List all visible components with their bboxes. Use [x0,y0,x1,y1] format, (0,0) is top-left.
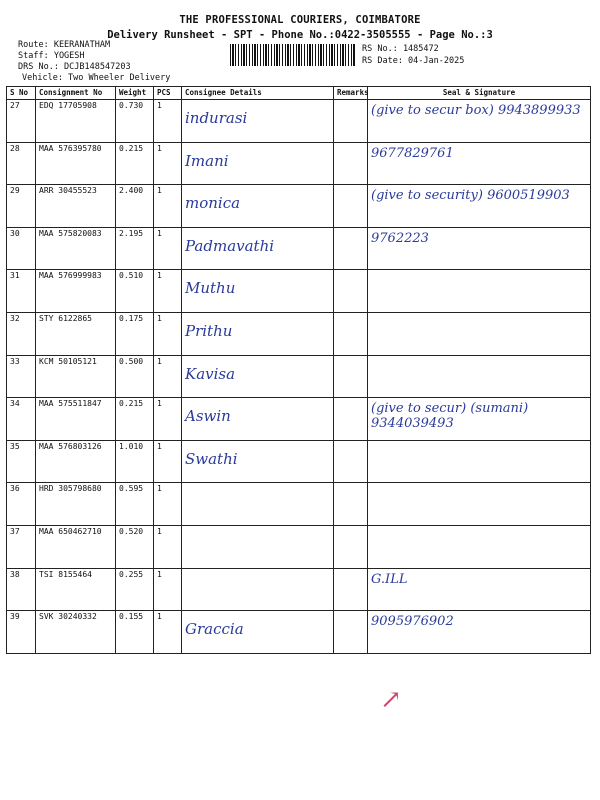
cell-consignment: STY 6122865 [36,312,116,355]
cell-weight: 0.255 [116,568,154,611]
cell-signature [368,611,591,654]
cell-signature-handwriting: (give to secur box) 9943899933 [371,103,581,118]
cell-signature-handwriting: 9095976902 [371,614,454,630]
table-row [7,483,591,526]
cell-signature-handwriting: 9677829761 [371,145,454,161]
cell-consignment: MAA 576999983 [36,270,116,313]
table-row [7,142,591,185]
cell-consignee-handwriting: Prithu [185,321,233,340]
cell-weight: 0.520 [116,525,154,568]
cell-signature-handwriting: G.ILL [371,571,408,587]
cell-consignment: MAA 575511847 [36,398,116,441]
table-row [7,312,591,355]
cell-consignee [182,142,334,185]
cell-consignee [182,611,334,654]
vehicle-label: Vehicle: Two Wheeler Delivery [22,73,171,83]
cell-signature [368,100,591,143]
table-row [7,440,591,483]
cell-sno: 39 [7,611,36,654]
cell-consignee [182,185,334,228]
cell-weight: 2.195 [116,227,154,270]
cell-signature [368,440,591,483]
cell-consignee-handwriting: Padmavathi [185,236,275,255]
cell-weight: 0.595 [116,483,154,526]
cell-sno: 32 [7,312,36,355]
cell-consignee-handwriting: monica [185,194,241,213]
cell-consignment: MAA 576803126 [36,440,116,483]
cell-sno: 38 [7,568,36,611]
cell-weight: 0.215 [116,142,154,185]
table-row [7,611,591,654]
cell-pcs: 1 [154,611,182,654]
cell-consignment: HRD 305798680 [36,483,116,526]
col-weight: Weight [116,87,154,100]
cell-sno: 29 [7,185,36,228]
cell-consignee-handwriting: Muthu [185,279,236,298]
cell-remarks [334,270,368,313]
cell-signature [368,227,591,270]
cell-sno: 30 [7,227,36,270]
cell-signature [368,142,591,185]
cell-consignee [182,100,334,143]
cell-sno: 31 [7,270,36,313]
cell-consignee [182,483,334,526]
cell-weight: 0.155 [116,611,154,654]
cell-remarks [334,355,368,398]
cell-consignee [182,440,334,483]
runsheet-table [6,86,591,654]
table-row [7,185,591,228]
handwritten-mark: ↗ [380,685,402,715]
cell-weight: 0.500 [116,355,154,398]
cell-pcs: 1 [154,142,182,185]
cell-consignment: MAA 575820083 [36,227,116,270]
cell-consignment: SVK 30240332 [36,611,116,654]
cell-remarks [334,185,368,228]
cell-weight: 2.400 [116,185,154,228]
cell-consignee [182,568,334,611]
cell-pcs: 1 [154,100,182,143]
cell-weight: 1.010 [116,440,154,483]
cell-consignee [182,355,334,398]
cell-weight: 0.730 [116,100,154,143]
cell-weight: 0.215 [116,398,154,441]
cell-consignee-handwriting: Graccia [185,620,244,639]
route-label: Route: KEERANATHAM [18,40,111,50]
cell-signature [368,568,591,611]
cell-pcs: 1 [154,185,182,228]
cell-consignee [182,525,334,568]
cell-signature [368,483,591,526]
runsheet-title: Delivery Runsheet - SPT - Phone No.:0422-3505555 - Page No.:3 [107,29,493,41]
cell-remarks [334,142,368,185]
cell-sno: 28 [7,142,36,185]
cell-consignee-handwriting: Swathi [185,449,238,468]
cell-consignee-handwriting: Kavisa [185,364,236,383]
cell-remarks [334,525,368,568]
col-pcs: PCS [154,87,182,100]
cell-pcs: 1 [154,227,182,270]
cell-consignee [182,270,334,313]
cell-consignee [182,227,334,270]
col-signature: Seal & Signature [368,87,591,100]
cell-pcs: 1 [154,398,182,441]
cell-consignment: MAA 576395780 [36,142,116,185]
cell-sno: 35 [7,440,36,483]
cell-signature-handwriting: (give to secur) (sumani) 9344039493 [371,401,529,432]
col-consignment: Consignment No [36,87,116,100]
cell-weight: 0.510 [116,270,154,313]
col-consignee: Consignee Details [182,87,334,100]
cell-remarks [334,611,368,654]
rs-number: RS No.: 1485472 [362,44,439,54]
cell-remarks [334,100,368,143]
cell-signature [368,312,591,355]
table-row [7,355,591,398]
cell-sno: 27 [7,100,36,143]
cell-pcs: 1 [154,312,182,355]
cell-consignment: KCM 50105121 [36,355,116,398]
cell-pcs: 1 [154,483,182,526]
cell-consignee [182,398,334,441]
rs-date: RS Date: 04-Jan-2025 [362,56,465,66]
table-row [7,568,591,611]
cell-signature [368,525,591,568]
cell-consignment: ARR 30455523 [36,185,116,228]
cell-remarks [334,483,368,526]
cell-signature [368,270,591,313]
cell-pcs: 1 [154,440,182,483]
table-row [7,398,591,441]
cell-pcs: 1 [154,270,182,313]
cell-signature [368,355,591,398]
table-row [7,270,591,313]
cell-sno: 37 [7,525,36,568]
cell-consignee [182,312,334,355]
cell-signature [368,185,591,228]
cell-consignment: EDQ 17705908 [36,100,116,143]
col-sno: S No [7,87,36,100]
cell-signature-handwriting: (give to security) 9600519903 [371,188,570,204]
cell-sno: 33 [7,355,36,398]
barcode [230,44,356,66]
table-row [7,227,591,270]
cell-remarks [334,440,368,483]
cell-signature [368,398,591,441]
table-row [7,100,591,143]
cell-consignee-handwriting: indurasi [185,109,248,127]
table-row [7,525,591,568]
cell-consignment: MAA 650462710 [36,525,116,568]
cell-remarks [334,568,368,611]
drs-label: DRS No.: DCJB148547203 [18,62,131,72]
cell-weight: 0.175 [116,312,154,355]
cell-remarks [334,398,368,441]
cell-signature-handwriting: 9762223 [371,230,429,246]
cell-consignee-handwriting: Aswin [185,407,231,426]
cell-pcs: 1 [154,568,182,611]
table-header-row [7,87,591,100]
cell-sno: 34 [7,398,36,441]
cell-consignee-handwriting: Imani [185,151,229,170]
cell-remarks [334,312,368,355]
cell-pcs: 1 [154,525,182,568]
cell-consignment: TSI 8155464 [36,568,116,611]
col-remarks: Remarks [334,87,368,100]
staff-label: Staff: YOGESH [18,51,85,61]
cell-sno: 36 [7,483,36,526]
company-title: THE PROFESSIONAL COURIERS, COIMBATORE [179,14,421,26]
cell-pcs: 1 [154,355,182,398]
cell-remarks [334,227,368,270]
